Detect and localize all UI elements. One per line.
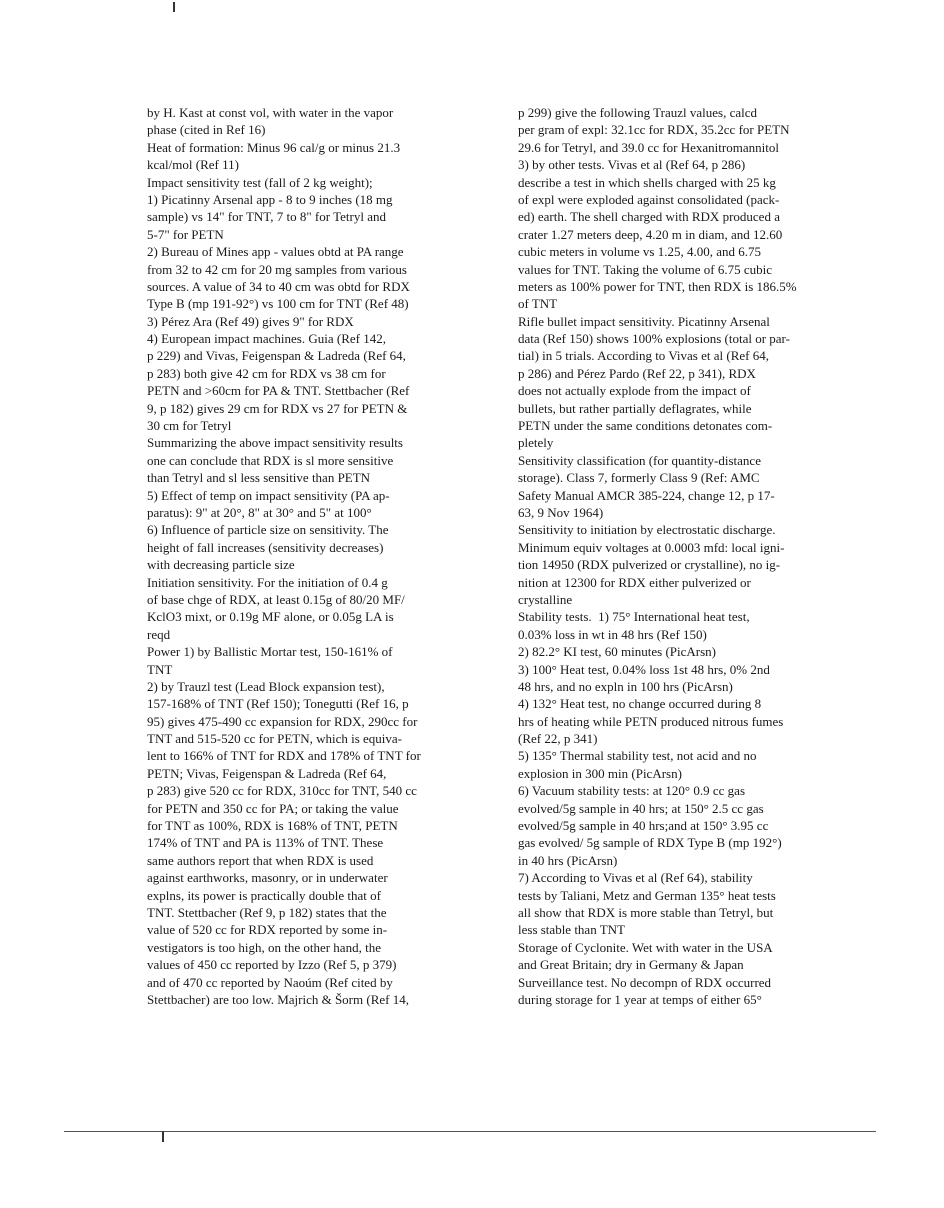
text-line: 3) 100° Heat test, 0.04% loss 1st 48 hrs, 0% 2nd	[518, 661, 770, 677]
text-line: of base chge of RDX, at least 0.15g of 80/20 MF/	[147, 591, 405, 607]
text-line: Sensitivity to initiation by electrostatic discharge.	[518, 522, 776, 538]
text-line: describe a test in which shells charged with 25 kg	[518, 174, 776, 190]
text-line: 0.03% loss in wt in 48 hrs (Ref 150)	[518, 626, 707, 642]
left-text-column	[147, 104, 492, 1008]
text-line: KclO3 mixt, or 0.19g MF alone, or 0.05g LA is	[147, 609, 394, 625]
text-line: pletely	[518, 435, 554, 451]
text-line: 6) Influence of particle size on sensitivity. The	[147, 522, 389, 538]
text-line: tion 14950 (RDX pulverized or crystalline), no ig-	[518, 557, 781, 573]
text-line: PETN; Vivas, Feigenspan & Ladreda (Ref 64,	[147, 765, 387, 781]
text-line: tial) in 5 trials. According to Vivas et al (Ref 64,	[518, 348, 769, 364]
text-line: all show that RDX is more stable than Tetryl, but	[518, 904, 774, 920]
text-line: and Great Britain; dry in Germany & Japan	[518, 957, 744, 973]
text-line: Minimum equiv voltages at 0.0003 mfd: local igni-	[518, 539, 785, 555]
text-line: for PETN and 350 cc for PA; or taking the value	[147, 800, 399, 816]
text-line: explns, its power is practically double that of	[147, 887, 381, 903]
text-line: PETN and >60cm for PA & TNT. Stettbacher (Ref	[147, 383, 410, 399]
text-line: phase (cited in Ref 16)	[147, 122, 266, 138]
text-line: 157-168% of TNT (Ref 150); Tonegutti (Ref 16, p	[147, 696, 409, 712]
text-line: of expl were exploded against consolidated (pack-	[518, 191, 780, 207]
text-line: 7) According to Vivas et al (Ref 64), stability	[518, 870, 753, 886]
text-line: Rifle bullet impact sensitivity. Picatinny Arsenal	[518, 313, 770, 329]
text-line: Power 1) by Ballistic Mortar test, 150-161% of	[147, 644, 393, 660]
text-line: Surveillance test. No decompn of RDX occurred	[518, 974, 772, 990]
text-line: 29.6 for Tetryl, and 39.0 cc for Hexanitromannitol	[518, 139, 779, 155]
text-line: one can conclude that RDX is sl more sensitive	[147, 452, 394, 468]
text-line: vestigators is too high, on the other hand, the	[147, 939, 381, 955]
text-line: 48 hrs, and no expln in 100 hrs (PicArsn)	[518, 678, 733, 694]
text-line: p 299) give the following Trauzl values, calcd	[518, 105, 758, 120]
text-line: 2) by Trauzl test (Lead Block expansion test),	[147, 678, 385, 694]
text-line: Stability tests. 1) 75° International heat test,	[518, 609, 750, 625]
text-line: crystalline	[518, 591, 573, 607]
text-line: for TNT as 100%, RDX is 168% of TNT, PETN	[147, 818, 398, 834]
text-line: 6) Vacuum stability tests: at 120° 0.9 cc gas	[518, 783, 746, 799]
text-line: TNT. Stettbacher (Ref 9, p 182) states that the	[147, 904, 387, 920]
text-line: and of 470 cc reported by Naoúm (Ref cited by	[147, 974, 393, 990]
text-line: bullets, but rather partially deflagrates, while	[518, 400, 752, 416]
text-line: in 40 hrs (PicArsn)	[518, 852, 618, 868]
text-line: 5) 135° Thermal stability test, not acid and no	[518, 748, 757, 764]
text-line: Storage of Cyclonite. Wet with water in the USA	[518, 939, 773, 955]
text-line: nition at 12300 for RDX either pulverized or	[518, 574, 751, 590]
text-line: per gram of expl: 32.1cc for RDX, 35.2cc for PETN	[518, 122, 790, 138]
text-line: less stable than TNT	[518, 922, 625, 938]
text-line: by H. Kast at const vol, with water in the vapor	[147, 105, 394, 120]
text-line: p 283) both give 42 cm for RDX vs 38 cm for	[147, 365, 386, 381]
text-line: with decreasing particle size	[147, 557, 295, 573]
text-line: p 286) and Pérez Pardo (Ref 22, p 341), RDX	[518, 365, 756, 381]
text-line: tests by Taliani, Metz and German 135° heat tests	[518, 887, 776, 903]
text-line: Stettbacher) are too low. Majrich & Šorm (Ref 14,	[147, 991, 409, 1007]
text-line: 5-7" for PETN	[147, 226, 224, 242]
text-line: reqd	[147, 626, 171, 642]
text-line: (Ref 22, p 341)	[518, 731, 598, 747]
text-line: does not actually explode from the impact of	[518, 383, 751, 399]
text-line: hrs of heating while PETN produced nitrous fumes	[518, 713, 784, 729]
text-line: Initiation sensitivity. For the initiation of 0.4 g	[147, 574, 388, 590]
text-line: from 32 to 42 cm for 20 mg samples from various	[147, 261, 407, 277]
text-line: evolved/5g sample in 40 hrs;and at 150° 3.95 cc	[518, 818, 769, 834]
text-line: lent to 166% of TNT for RDX and 178% of TNT for	[147, 748, 421, 764]
text-line: 30 cm for Tetryl	[147, 418, 232, 434]
text-line: 174% of TNT and PA is 113% of TNT. These	[147, 835, 384, 851]
text-line: 3) by other tests. Vivas et al (Ref 64, p 286)	[518, 157, 746, 173]
text-line: against earthworks, masonry, or in underwater	[147, 870, 388, 886]
text-line: p 229) and Vivas, Feigenspan & Ladreda (Ref 64,	[147, 348, 406, 364]
text-line: Sensitivity classification (for quantity-distance	[518, 452, 761, 468]
text-line: sources. A value of 34 to 40 cm was obtd for RDX	[147, 278, 410, 294]
text-line: Type B (mp 191-92°) vs 100 cm for TNT (Ref 48)	[147, 296, 409, 312]
text-line: evolved/5g sample in 40 hrs; at 150° 2.5 cc gas	[518, 800, 764, 816]
text-line: 63, 9 Nov 1964)	[518, 504, 604, 520]
text-line: TNT and 515-520 cc for PETN, which is equiva-	[147, 731, 403, 747]
text-line: 9, p 182) gives 29 cm for RDX vs 27 for PETN &	[147, 400, 408, 416]
text-line: kcal/mol (Ref 11)	[147, 157, 239, 173]
text-line: 2) Bureau of Mines app - values obtd at PA range	[147, 244, 404, 260]
text-line: 3) Pérez Ara (Ref 49) gives 9" for RDX	[147, 313, 354, 329]
text-line: sample) vs 14" for TNT, 7 to 8" for Tetryl and	[147, 209, 386, 225]
footer-tick-mark	[162, 1131, 164, 1142]
text-line: value of 520 cc for RDX reported by some in-	[147, 922, 388, 938]
top-margin-mark	[173, 2, 175, 12]
text-line: data (Ref 150) shows 100% explosions (total or par-	[518, 331, 790, 347]
text-line: storage). Class 7, formerly Class 9 (Ref: AMC	[518, 470, 760, 486]
text-line: crater 1.27 meters deep, 4.20 m in diam, and 12.60	[518, 226, 783, 242]
text-line: height of fall increases (sensitivity decreases)	[147, 539, 384, 555]
text-line: Heat of formation: Minus 96 cal/g or minus 21.3	[147, 139, 401, 155]
text-line: Safety Manual AMCR 385-224, change 12, p 17-	[518, 487, 775, 503]
text-line: of TNT	[518, 296, 558, 312]
text-line: same authors report that when RDX is used	[147, 852, 374, 868]
text-line: meters as 100% power for TNT, then RDX is 186.5%	[518, 278, 797, 294]
footer-rule	[64, 1131, 876, 1132]
text-line: 4) 132° Heat test, no change occurred during 8	[518, 696, 762, 712]
text-line: during storage for 1 year at temps of either 65°	[518, 991, 762, 1007]
text-line: than Tetryl and sl less sensitive than PETN	[147, 470, 371, 486]
text-line: TNT	[147, 661, 173, 677]
text-line: values for TNT. Taking the volume of 6.75 cubic	[518, 261, 772, 277]
text-line: Impact sensitivity test (fall of 2 kg weight);	[147, 174, 373, 190]
right-text-column	[518, 104, 868, 1008]
text-line: 2) 82.2° KI test, 60 minutes (PicArsn)	[518, 644, 717, 660]
text-line: 95) gives 475-490 cc expansion for RDX, 290cc for	[147, 713, 418, 729]
text-line: values of 450 cc reported by Izzo (Ref 5, p 379)	[147, 957, 397, 973]
text-line: paratus): 9" at 20°, 8" at 30° and 5" at 100°	[147, 504, 372, 520]
text-line: p 283) give 520 cc for RDX, 310cc for TNT, 540 cc	[147, 783, 417, 799]
text-line: ed) earth. The shell charged with RDX produced a	[518, 209, 780, 225]
text-line: explosion in 300 min (PicArsn)	[518, 765, 682, 781]
text-line: 5) Effect of temp on impact sensitivity (PA ap-	[147, 487, 390, 503]
text-line: Summarizing the above impact sensitivity results	[147, 435, 403, 451]
text-line: gas evolved/ 5g sample of RDX Type B (mp 192°)	[518, 835, 782, 851]
text-line: 4) European impact machines. Guia (Ref 142,	[147, 331, 386, 347]
text-line: cubic meters in volume vs 1.25, 4.00, and 6.75	[518, 244, 761, 260]
text-line: 1) Picatinny Arsenal app - 8 to 9 inches (18 mg	[147, 191, 393, 207]
text-line: PETN under the same conditions detonates com-	[518, 418, 773, 434]
